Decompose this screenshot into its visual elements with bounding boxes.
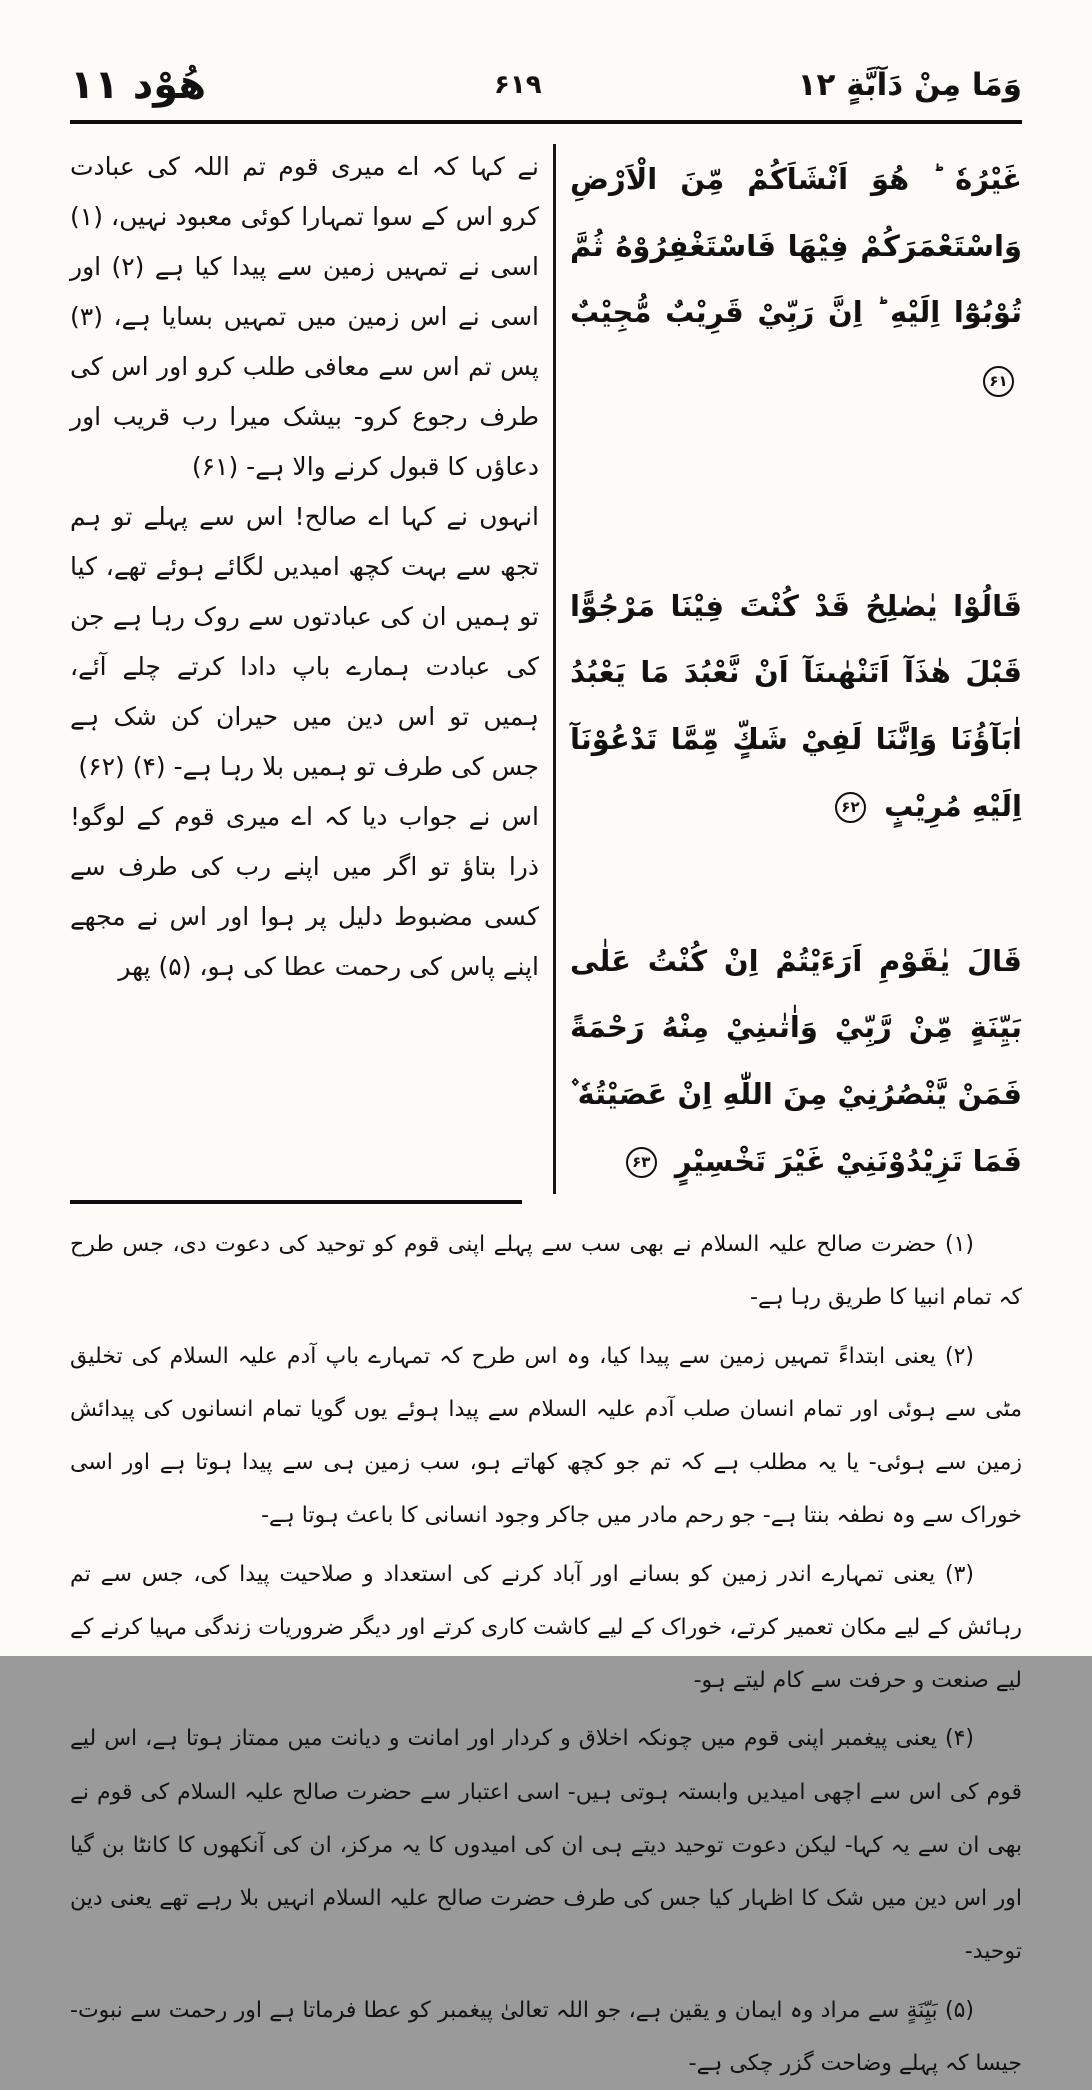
footnote-4: (۴) یعنی پیغمبر اپنی قوم میں چونکہ اخلاق و کردار اور امانت و دیانت میں ممتاز ہوتا ہے، اس لیے قوم کی اس سے اچھی امیدیں وابستہ ہوتی ہیں- اسی اعتبار سے حضرت صالح علیہ السلام کی قوم نے بھی ان سے یہ کہا- لیکن دعوت توحید دیتے ہی ان کی امیدوں کا یہ مرکز، ان کی آنکھوں کا کانٹا بن گیا اور اس دین میں شک کا اظہار کیا جس کی طرف حضرت صالح علیہ السلام انہیں بلا رہے تھے یعنی دین توحید- xyxy=(70,1726,1022,1965)
arabic-verses-column xyxy=(570,142,1022,1194)
quran-verse-63 xyxy=(570,928,1022,1195)
page-header xyxy=(70,62,1022,108)
quran-verse-62 xyxy=(570,573,1022,840)
urdu-translation-column xyxy=(70,142,539,1194)
surah-title: هُوْد ۱۱ xyxy=(70,62,207,108)
translation-paragraph-verse-63: اس نے جواب دیا کہ اے میری قوم کے لوگو! ذرا بتاؤ تو اگر میں اپنے رب کی طرف سے کسی مضبوط دلیل پر ہوا اور اس نے مجھے اپنے پاس کی رحمت عطا کی ہو، (۵) پھر xyxy=(70,802,539,981)
quran-verse-62-text: قَالُوْا يٰصٰلِحُ قَدْ كُنْتَ فِيْنَا مَرْجُوًّا قَبْلَ هٰذَآ اَتَنْهٰىنَآ اَنْ نَّعْبُدَ مَا يَعْبُدُ اٰبَآؤُنَا وَاِنَّنَا لَفِيْ شَكٍّ مِّمَّا تَدْعُوْنَآ اِلَيْهِ مُرِيْبٍ xyxy=(570,588,1022,823)
translation-paragraph-verse-62: انہوں نے کہا اے صالح! اس سے پہلے تو ہم تجھ سے بہت کچھ امیدیں لگائے ہوئے تھے، کیا تو ہمیں ان کی عبادتوں سے روک رہا ہے جن کی عبادت ہمارے باپ دادا کرتے چلے آئے، ہمیں تو اس دین میں حیران کن شک ہے جس کی طرف تو ہمیں بلا رہا ہے- (۴) (۶۲) xyxy=(70,502,539,781)
header-rule xyxy=(70,120,1022,124)
juz-title: وَمَا مِنْ دَآبَّةٍ ۱۲ xyxy=(797,67,1022,103)
footnote-2: (۲) یعنی ابتداءً تمہیں زمین سے پیدا کیا، وہ اس طرح کہ تمہارے باپ آدم علیہ السلام کی تخلیق مٹی سے ہوئی اور تمام انسان صلب آدم علیہ السلام سے پیدا ہوئے یوں گویا تمام انسانوں کی پیدائش زمین سے ہوئی- یا یہ مطلب ہے کہ تم جو کچھ کھاتے ہو، سب زمین ہی سے پیدا ہوتا ہے اور اسی خوراک سے وہ نطفہ بنتا ہے- جو رحم مادر میں جاکر وجود انسانی کا باعث ہوتا ہے- xyxy=(70,1343,1022,1529)
footnotes-section xyxy=(70,1218,1022,2090)
verse-63-end-marker: ۶۳ xyxy=(626,1147,657,1178)
footnote-5: (۵) بَیِّنَةٍ سے مراد وہ ایمان و یقین ہے، جو اللہ تعالیٰ پیغمبر کو عطا فرماتا ہے اور رحمت سے نبوت- جیسا کہ پہلے وضاحت گزر چکی ہے- xyxy=(70,1997,1022,2076)
footnote-1: (۱) حضرت صالح علیہ السلام نے بھی سب سے پہلے اپنی قوم کو توحید کی دعوت دی، جس طرح کہ تمام انبیا کا طریق رہا ہے- xyxy=(70,1232,1022,1311)
footnote-separator-rule xyxy=(70,1200,522,1204)
page-number: ۶۱۹ xyxy=(494,70,542,100)
quran-verse-61 xyxy=(570,146,1022,413)
column-divider xyxy=(553,144,556,1194)
page-body xyxy=(70,142,1022,1194)
verse-61-end-marker: ۶۱ xyxy=(983,366,1014,397)
quran-verse-63-text: قَالَ يٰقَوْمِ اَرَءَيْتُمْ اِنْ كُنْتُ عَلٰى بَيِّنَةٍ مِّنْ رَّبِّيْ وَاٰتٰىنِيْ مِنْهُ رَحْمَةً فَمَنْ يَّنْصُرُنِيْ مِنَ اللّٰهِ اِنْ عَصَيْتُهٗ ۫ فَمَا تَزِيْدُوْنَنِيْ غَيْرَ تَخْسِيْرٍ xyxy=(570,943,1022,1178)
translation-paragraph-verse-61: نے کہا کہ اے میری قوم تم اللہ کی عبادت کرو اس کے سوا تمہارا کوئی معبود نہیں، (۱) اسی نے تمہیں زمین سے پیدا کیا ہے (۲) اور اسی نے اس زمین میں تمہیں بسایا ہے، (۳) پس تم اس سے معافی طلب کرو اور اس کی طرف رجوع کرو- بیشک میرا رب قریب اور دعاؤں کا قبول کرنے والا ہے- (۶۱) xyxy=(70,152,539,481)
quran-verse-61-text: غَيْرُهٗ ؕ هُوَ اَنْشَاَكُمْ مِّنَ الْاَرْضِ وَاسْتَعْمَرَكُمْ فِيْهَا فَاسْتَغْفِرُوْهُ ثُمَّ تُوْبُوْٓا اِلَيْهِ ؕ اِنَّ رَبِّيْ قَرِيْبٌ مُّجِيْبٌ xyxy=(570,162,1022,330)
footnote-3: (۳) یعنی تمہارے اندر زمین کو بسانے اور آباد کرنے کی استعداد و صلاحیت پیدا کی، جس سے تم رہائش کے لیے مکان تعمیر کرتے، خوراک کے لیے کاشت کاری کرتے اور دیگر ضروریات زندگی مہیا کرنے کے لیے صنعت و حرفت سے کام لیتے ہو- xyxy=(70,1561,1022,1694)
verse-62-end-marker: ۶۲ xyxy=(835,792,866,823)
